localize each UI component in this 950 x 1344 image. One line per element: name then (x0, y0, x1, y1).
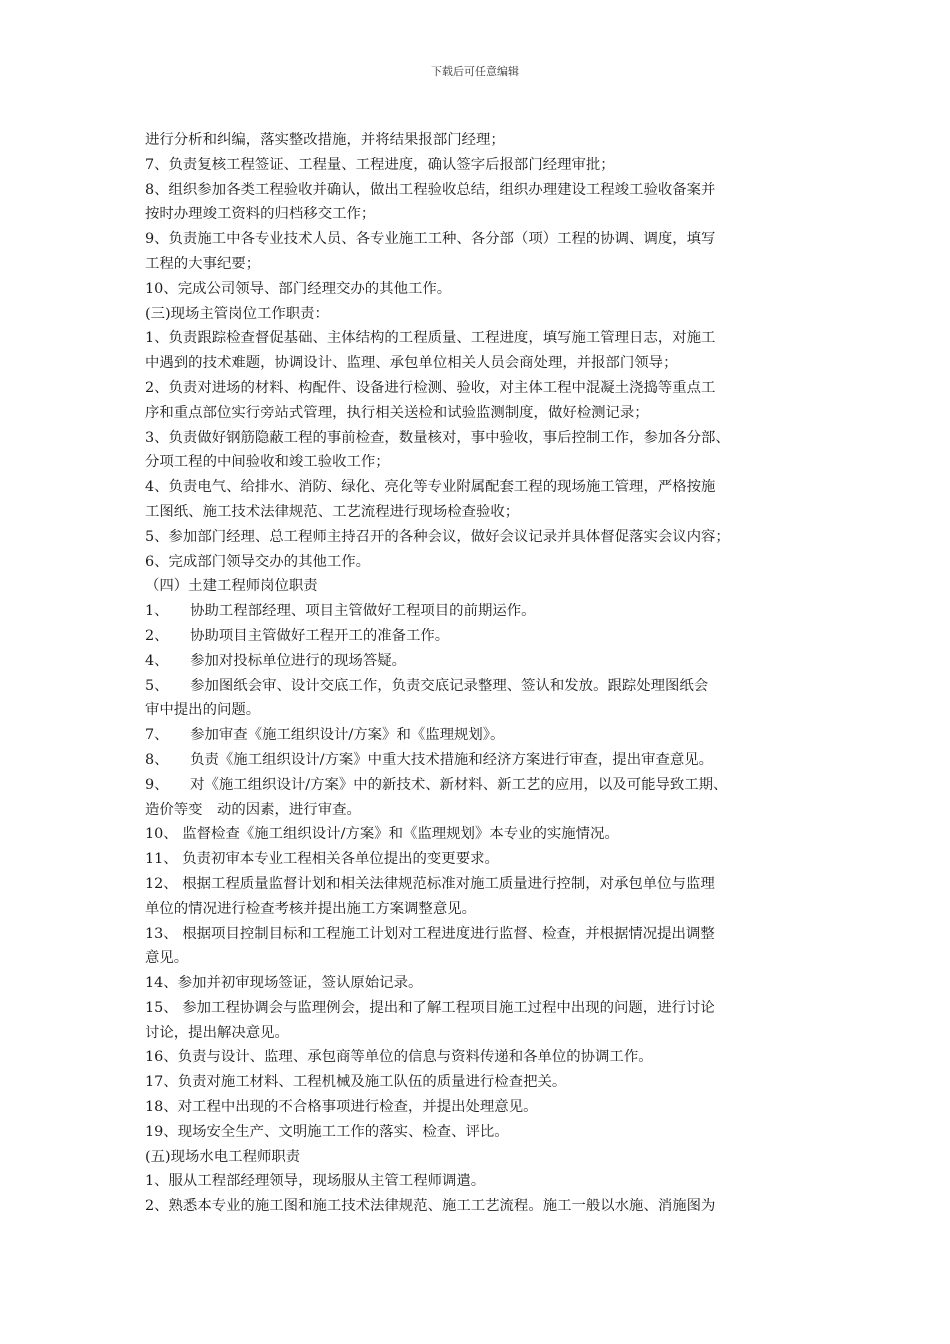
section-heading: (五)现场水电工程师职责 (145, 1148, 301, 1165)
text-line: 2、 协助项目主管做好工程开工的准备工作。 (145, 627, 450, 644)
text-line: 1、负责跟踪检查督促基础、主体结构的工程质量、工程进度，填写施工管理日志，对施工 (145, 330, 716, 347)
text-line: 14、参加并初审现场签证，签认原始记录。 (145, 975, 423, 992)
text-line: 造价等变 动的因素，进行审查。 (145, 801, 361, 818)
text-line: 19、现场安全生产、文明施工工作的落实、检查、评比。 (145, 1123, 509, 1140)
document-body (145, 128, 821, 1219)
text-line: 15、 参加工程协调会与监理例会，提出和了解工程项目施工过程中出现的问题，进行讨论 (145, 999, 715, 1016)
text-line: 9、 对《施工组织设计/方案》中的新技术、新材料、新工艺的应用，以及可能导致工期、 (145, 776, 728, 793)
text-line: 4、负责电气、给排水、消防、绿化、亮化等专业附属配套工程的现场施工管理，严格按施 (145, 479, 716, 496)
text-line: 8、 负责《施工组织设计/方案》中重大技术措施和经济方案进行审查，提出审查意见。 (145, 751, 714, 768)
text-line: 7、负责复核工程签证、工程量、工程进度，确认签字后报部门经理审批； (145, 156, 615, 173)
text-line: 意见。 (145, 950, 189, 967)
page-header: 下载后可任意编辑 (431, 65, 519, 78)
text-line: 3、负责做好钢筋隐蔽工程的事前检查，数量核对，事中验收，事后控制工作，参加各分部、 (145, 429, 730, 446)
text-line: 6、完成部门领导交办的其他工作。 (145, 553, 371, 570)
text-line: 7、 参加审查《施工组织设计/方案》和《监理规划》。 (145, 727, 505, 744)
text-line: 11、 负责初审本专业工程相关各单位提出的变更要求。 (145, 851, 499, 868)
text-line: 1、服从工程部经理领导，现场服从主管工程师调遣。 (145, 1173, 486, 1190)
text-line: 8、组织参加各类工程验收并确认，做出工程验收总结，组织办理建设工程竣工验收备案并 (145, 181, 716, 198)
text-line: 工图纸、施工技术法律规范、工艺流程进行现场检查验收； (145, 503, 520, 520)
text-line: 12、 根据工程质量监督计划和相关法律规范标准对施工质量进行控制，对承包单位与监理 (145, 875, 715, 892)
text-line: 17、负责对施工材料、工程机械及施工队伍的质量进行检查把关。 (145, 1074, 567, 1091)
section-heading: （四）土建工程师岗位职责 (145, 578, 318, 595)
text-line: 5、 参加图纸会审、设计交底工作，负责交底记录整理、签认和发放。跟踪处理图纸会 (145, 677, 709, 694)
text-line: 16、负责与设计、监理、承包商等单位的信息与资料传递和各单位的协调工作。 (145, 1049, 653, 1066)
text-line: 进行分析和纠编，落实整改措施，并将结果报部门经理； (145, 132, 505, 148)
text-line: 审中提出的问题。 (145, 702, 261, 719)
text-line: 讨论，提出解决意见。 (145, 1024, 289, 1041)
text-line: 工程的大事纪要； (145, 255, 261, 272)
text-line: 序和重点部位实行旁站式管理，执行相关送检和试验监测制度，做好检测记录； (145, 404, 649, 421)
text-line: 按时办理竣工资料的归档移交工作； (145, 206, 376, 223)
text-line: 10、 监督检查《施工组织设计/方案》和《监理规划》本专业的实施情况。 (145, 826, 619, 843)
text-line: 5、参加部门经理、总工程师主持召开的各种会议，做好会议记录并具体督促落实会议内容； (145, 528, 730, 545)
text-line: 1、 协助工程部经理、项目主管做好工程项目的前期运作。 (145, 603, 536, 620)
text-line: 9、负责施工中各专业技术人员、各专业施工工种、各分部（项）工程的协调、调度，填写 (145, 231, 716, 248)
text-line: 单位的情况进行检查考核并提出施工方案调整意见。 (145, 900, 476, 917)
text-line: 13、 根据项目控制目标和工程施工计划对工程进度进行监督、检查，并根据情况提出调整 (145, 925, 715, 942)
text-line: 中遇到的技术难题，协调设计、监理、承包单位相关人员会商处理，并报部门领导； (145, 355, 678, 372)
text-line: 4、 参加对投标单位进行的现场答疑。 (145, 652, 406, 669)
text-line: 分项工程的中间验收和竣工验收工作； (145, 454, 390, 471)
section-heading: (三)现场主管岗位工作职责： (145, 305, 329, 322)
text-line: 18、对工程中出现的不合格事项进行检查，并提出处理意见。 (145, 1099, 538, 1116)
text-line: 2、熟悉本专业的施工图和施工技术法律规范、施工工艺流程。施工一般以水施、消施图为 (145, 1198, 716, 1215)
text-line: 2、负责对进场的材料、构配件、设备进行检测、验收，对主体工程中混凝土浇捣等重点工 (145, 379, 716, 396)
text-line: 10、完成公司领导、部门经理交办的其他工作。 (145, 280, 452, 297)
